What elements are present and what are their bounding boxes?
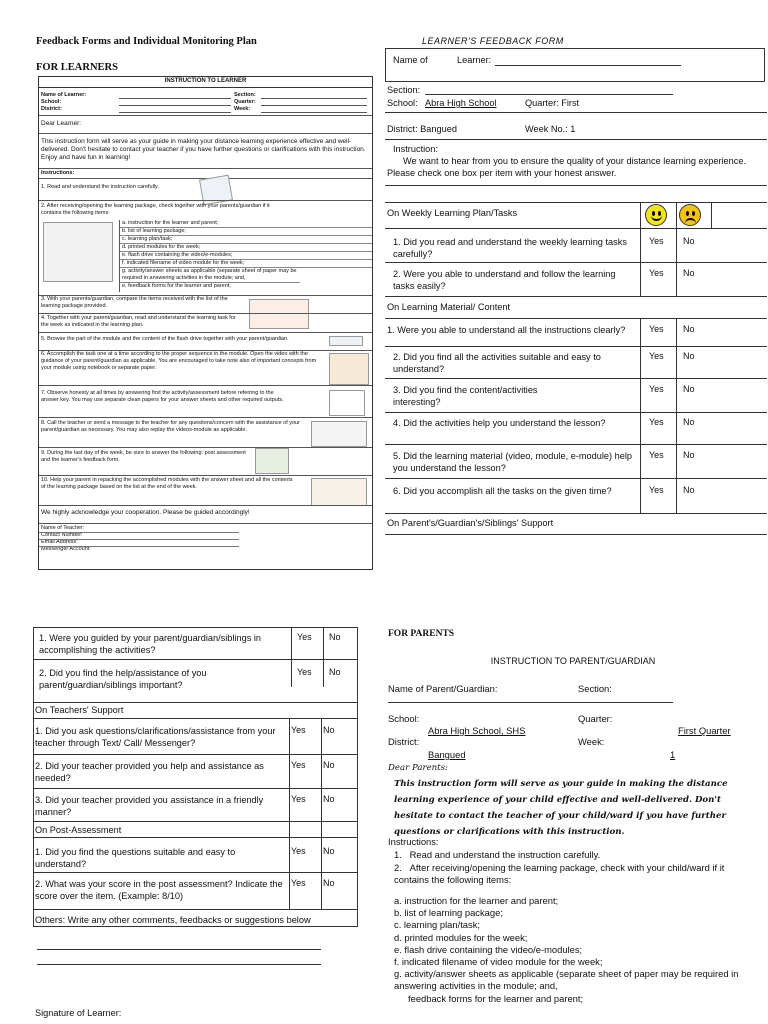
item-e: e. flash drive containing the video/e-modules; (120, 252, 372, 260)
weekly-question-2: 2. Were you able to understand and follow the learning tasks easily? (393, 269, 616, 291)
parent-school-label: School: (388, 713, 420, 724)
no-option[interactable]: No (683, 268, 695, 278)
comment-line[interactable] (37, 949, 321, 950)
books-illustration (329, 353, 369, 385)
no-option[interactable]: No (323, 760, 335, 770)
quarter-label: Quarter: (234, 99, 256, 105)
instructions-label: Instructions: (41, 170, 75, 176)
item-f: f. indicated filename of video module for the week; (120, 260, 372, 268)
no-option[interactable]: No (323, 846, 335, 856)
step-3: 3. With your parents/guardian, compare the items received with the list of the learning package provided. (41, 296, 228, 309)
section-label: Section: (387, 85, 421, 95)
learner-label: Learner: (457, 55, 492, 65)
no-option[interactable]: No (683, 384, 695, 394)
yes-option[interactable]: Yes (291, 878, 306, 888)
yes-option[interactable]: Yes (649, 384, 664, 394)
no-option[interactable]: No (683, 351, 695, 361)
district-label: District: (41, 106, 62, 112)
no-option[interactable]: No (683, 485, 695, 495)
step-5: 5. Browse the part of the module and the content of the flash drive together with your parent/guardian. (41, 336, 289, 342)
no-option[interactable]: No (683, 324, 695, 334)
calendar-illustration (255, 448, 289, 474)
district-label: District: Bangued (387, 124, 457, 134)
parent-item-h: feedback forms for the learner and parent; (408, 992, 584, 1004)
name-of-label: Name of (393, 55, 428, 65)
intro-text: This instruction form will serve as your guide in making your distance learning experience effective and well-delivered. Don't hesitate to contact your teacher if you have further questions or clarifications with this instruction. Enjoy and have fun in learning! (41, 138, 366, 161)
learner-feedback-form (385, 48, 767, 536)
feedback-form-continued (33, 627, 358, 1018)
email-label: Email Address: (41, 539, 78, 545)
dear-parents: Dear Parents: (388, 763, 448, 773)
yes-option[interactable]: Yes (649, 351, 664, 361)
parent-item-c: c. learning plan/task; (394, 919, 480, 931)
step-9: 9. During the last day of the week, be sure to answer the following: post assessment and the learner's feedback form. (41, 450, 246, 463)
parent-step-1-text: Read and understand the instruction carefully. (409, 849, 601, 860)
parent-district-value: Bangued (428, 749, 466, 760)
signature-label: Signature of Learner: (35, 1008, 122, 1018)
item-c: c. learning plan/task; (120, 236, 372, 244)
closing-text: We highly acknowledge your cooperation. Please be guided accordingly! (41, 509, 250, 516)
material-question-6: 6. Did you accomplish all the tasks on the given time? (393, 486, 612, 496)
item-b: b. list of learning package; (120, 228, 372, 236)
teacher-heading: On Teachers' Support (35, 705, 124, 715)
parent-step-1: 1. Read and understand the instruction carefully. (394, 849, 601, 860)
parent-item-e: e. flash drive containing the video/e-modules; (394, 943, 583, 955)
quarter-label: Quarter: First (525, 98, 580, 108)
messenger-label: Messenger Account: (41, 546, 91, 552)
no-option[interactable]: No (323, 794, 335, 804)
comment-line[interactable] (37, 964, 321, 965)
parent-item-b: b. list of learning package; (394, 907, 503, 919)
parent-step-2-text: After receiving/opening the learning package, check with your child/ward if it contains the following items: (394, 862, 725, 885)
week-label: Week: (234, 106, 251, 112)
support-heading: On Parent's/Guardian's/Siblings' Support (387, 518, 554, 528)
material-question-2: 2. Did you find all the activities suitable and easy to understand? (393, 352, 601, 374)
repacking-illustration (311, 478, 367, 506)
parent-quarter-label: Quarter: (578, 713, 613, 724)
yes-option[interactable]: Yes (649, 324, 664, 334)
no-option[interactable]: No (683, 417, 695, 427)
weekly-question-1: 1. Did you read and understand the weekly learning tasks carefully? (393, 237, 627, 259)
no-option[interactable]: No (329, 632, 341, 642)
school-label: School: (41, 99, 62, 105)
instruction-label: Instruction: (393, 144, 438, 154)
yes-option[interactable]: Yes (649, 417, 664, 427)
parent-item-f: f. indicated filename of video module for the week; (394, 956, 603, 968)
step-10: 10. Help your parent in repacking the accomplished modules with the answer sheet and all the contents of the learning package based on the list at the end of the week. (41, 477, 293, 490)
weekly-heading: On Weekly Learning Plan/Tasks (387, 208, 518, 218)
parent-item-g: g. activity/answer sheets as applicable (separate sheet of paper may be required in answering activities in the module; and, (394, 968, 739, 992)
student-illustration (43, 222, 113, 282)
material-heading: On Learning Material/ Content (387, 302, 511, 312)
parents-section (388, 628, 758, 1020)
step-7: 7. Observe honesty at all times by answering first the activity/assessment before referring to the answer key. You may use separate clean papers for your answer sheets and other required outputs. (41, 390, 284, 403)
parent-week-value: 1 (670, 749, 676, 760)
name-label: Name of Learner: (41, 92, 87, 98)
item-d: d. printed modules for the week; (120, 244, 372, 252)
no-option[interactable]: No (683, 236, 695, 246)
parent-item-a: a. instruction for the learner and parent; (394, 895, 559, 906)
dear-learner: Dear Learner: (41, 120, 82, 127)
step-2: 2. After receiving/opening the learning package, check together with your parents/guardian if it contains the following items: (41, 203, 270, 216)
flash-drive-illustration (329, 336, 363, 346)
post-heading: On Post-Assessment (35, 825, 122, 835)
material-question-1: 1. Were you able to understand all the instructions clearly? (387, 325, 626, 335)
yes-option[interactable]: Yes (291, 846, 306, 856)
others-prompt: Others: Write any other comments, feedbacks or suggestions below (35, 915, 311, 925)
parent-name-label: Name of Parent/Guardian: (388, 683, 498, 694)
step-1: 1. Read and understand the instruction carefully. (41, 184, 159, 190)
step-4: 4. Together with your parent/guardian, read and understand the learning task for the week as indicated in the learning plan. (41, 315, 236, 328)
parents-instructions-label: Instructions: (388, 836, 439, 847)
learners-heading: FOR LEARNERS (36, 62, 118, 73)
sad-face-icon (679, 204, 701, 226)
yes-option[interactable]: Yes (297, 632, 312, 642)
support-question-2: 2. Did you find the help/assistance of you parent/guardian/siblings important? (39, 668, 207, 690)
week-label: Week No.: 1 (525, 124, 576, 134)
parent-section-label: Section: (578, 683, 612, 694)
item-g: g. activity/answer sheets as applicable (separate sheet of paper may be required in answering activities in the module; and, (120, 268, 300, 283)
material-question-5: 5. Did the learning material (video, module, e-module) help you understand the lesson? (393, 451, 633, 473)
post-question-1: 1. Did you find the questions suitable and easy to understand? (35, 847, 236, 869)
instruction-text: We want to hear from you to ensure the quality of your distance learning experience. Please check one box per item with your honest answer. (387, 156, 747, 178)
teacher-name-label: Name of Teacher: (41, 525, 85, 531)
teacher-question-3: 3. Did your teacher provided you assistance in a friendly manner? (35, 795, 264, 817)
honesty-illustration (329, 390, 365, 416)
yes-option[interactable]: Yes (291, 760, 306, 770)
support-question-1: 1. Were you guided by your parent/guardian/siblings in accomplishing the activities? (39, 633, 261, 655)
no-option[interactable]: No (323, 725, 335, 735)
step-8: 8. Call the teacher or send a message to the teacher for any questions/concern with the assistance of your parent/guardian as necessary. You may also replay the videos-module as applicable. (41, 420, 300, 433)
parents-heading: FOR PARENTS (388, 629, 455, 639)
section-label: Section: (234, 92, 256, 98)
yes-option[interactable]: Yes (291, 794, 306, 804)
yes-option[interactable]: Yes (297, 667, 312, 677)
phone-call-illustration (311, 421, 367, 447)
parents-title: INSTRUCTION TO PARENT/GUARDIAN (490, 656, 656, 666)
parent-quarter-value: First Quarter (678, 725, 731, 736)
form-title: INSTRUCTION TO LEARNER (164, 78, 247, 84)
contact-number-label: Contact Number: (41, 532, 83, 538)
feedback-form-title: LEARNER'S FEEDBACK FORM (422, 36, 564, 46)
parent-week-label: Week: (578, 736, 605, 747)
yes-option[interactable]: Yes (649, 485, 664, 495)
post-question-2: 2. What was your score in the post assessment? Indicate the score over the item. (Example: 8/10) (35, 879, 283, 901)
page-title: Feedback Forms and Individual Monitoring Plan (36, 36, 257, 47)
material-question-4: 4. Did the activities help you understand the lesson? (393, 418, 606, 428)
yes-option[interactable]: Yes (649, 450, 664, 460)
item-h: e. feedback forms for the learner and parent; (122, 283, 231, 289)
step-6: 6. Accomplish the task one at a time according to the proper sequence in the module. Open the video with the guidance of your parent/guardian as applicable. You are encouraged to take note also of important concepts from your module using notebook or separate paper. (41, 351, 317, 371)
yes-option[interactable]: Yes (649, 268, 664, 278)
happy-face-icon (645, 204, 667, 226)
instruction-to-learner-form (38, 76, 373, 570)
school-label: School: (387, 98, 418, 108)
no-option[interactable]: No (323, 878, 335, 888)
parents-intro: This instruction form will serve as your guide in making the distance learning experience of your child effective and well-delivered. Don't hesitate to contact the teacher of your child/ward if you have further questions or clarifications with this instruction. (394, 779, 728, 837)
item-a: a. instruction for the learner and parent; (120, 220, 372, 228)
yes-option[interactable]: Yes (291, 725, 306, 735)
school-value: Abra High School (425, 98, 497, 108)
parent-step-2: 2. After receiving/opening the learning package, check with your child/ward if it contains the following items: (394, 862, 725, 885)
parent-school-value: Abra High School, SHS (428, 725, 526, 736)
parent-district-label: District: (388, 736, 420, 747)
no-option[interactable]: No (329, 667, 341, 677)
family-illustration (249, 299, 309, 329)
material-question-3: 3. Did you find the content/activities interesting? (393, 385, 538, 407)
teacher-question-2: 2. Did your teacher provided you help and assistance as needed? (35, 761, 264, 783)
yes-option[interactable]: Yes (649, 236, 664, 246)
no-option[interactable]: No (683, 450, 695, 460)
teacher-question-1: 1. Did you ask questions/clarifications/assistance from your teacher through Text/ Call/ Messenger? (35, 726, 276, 748)
parent-item-d: d. printed modules for the week; (394, 931, 528, 943)
